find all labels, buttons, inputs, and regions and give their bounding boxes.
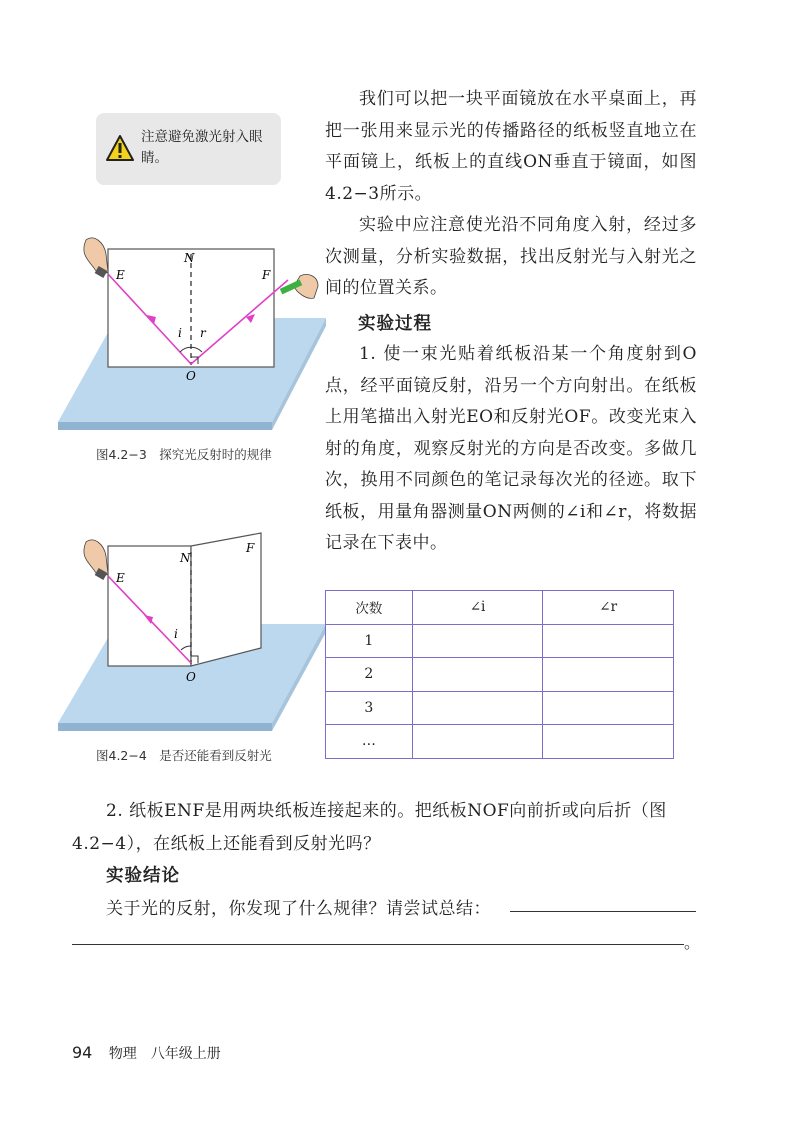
table-header-angle-r: ∠r (543, 591, 674, 625)
paragraph-setup: 我们可以把一块平面镜放在水平桌面上，再把一张用来显示光的传播路径的纸板竖直地立在平面镜上，纸板上的直线ON垂直于镜面，如图4.2−3所示。 (325, 89, 697, 204)
answer-end-mark: 。 (684, 933, 701, 952)
table-cell (543, 691, 674, 725)
figure-folded-board (56, 528, 326, 738)
svg-text:O: O (186, 670, 196, 684)
left-hand-2 (84, 540, 108, 576)
table-row (326, 691, 674, 725)
table-cell (412, 624, 543, 658)
table-cell: … (326, 725, 413, 759)
svg-text:O: O (186, 369, 196, 383)
svg-text:N: N (180, 551, 191, 565)
paragraph-step-1: 1. 使一束光贴着纸板沿某一个角度射到O点，经平面镜反射，沿另一个方向射出。在纸板上用笔描出入射光EO和反射光OF。改变光束入射的角度，观察反射光的方向是否改变。多做几次，换用不同颜色的笔记录每次光的径迹。取下纸板，用量角器测量ON两侧的∠i和∠r，将数据记录在下表中。 (325, 344, 697, 553)
paragraph-step-2: 2. 纸板ENF是用两块纸板连接起来的。把纸板NOF向前折或向后折（图4.2−4），在纸板上还能看到反射光吗？ (72, 801, 667, 854)
warning-icon (106, 135, 134, 161)
figure-caption-2: 图4.2−4 是否还能看到反射光 (96, 748, 272, 763)
table-header-angle-i: ∠i (412, 591, 543, 625)
svg-text:i: i (178, 326, 182, 340)
svg-text:i: i (174, 627, 178, 641)
svg-text:r: r (200, 326, 206, 340)
table-cell: 1 (326, 624, 413, 658)
warning-box (96, 113, 281, 185)
table-header-row (326, 591, 674, 625)
mirror-edge (58, 422, 272, 430)
table-cell: 3 (326, 691, 413, 725)
figure-reflection-setup (56, 232, 326, 437)
table-header-count: 次数 (326, 591, 413, 625)
svg-text:F: F (262, 268, 271, 282)
board-enf-left (108, 546, 191, 666)
table-cell (543, 725, 674, 759)
svg-text:N: N (184, 251, 195, 265)
svg-text:E: E (116, 571, 125, 585)
table-row (326, 624, 674, 658)
table-row (326, 658, 674, 692)
table-cell (543, 658, 674, 692)
page-footer (72, 1043, 221, 1063)
paragraph-attention: 实验中应注意使光沿不同角度入射，经过多次测量，分析实验数据，找出反射光与入射光之间的位置关系。 (325, 215, 697, 298)
page-number: 94 (72, 1043, 93, 1062)
table-row (326, 725, 674, 759)
table-cell (412, 725, 543, 759)
heading-process: 实验过程 (358, 314, 432, 334)
figure-caption-1: 图4.2−3 探究光反射时的规律 (96, 447, 272, 462)
paragraph-conclusion-prompt: 关于光的反射，你发现了什么规律？请尝试总结： (106, 899, 491, 919)
warning-text: 注意避免激光射入眼睛。 (141, 129, 263, 166)
answer-line-1[interactable] (510, 911, 696, 912)
svg-text:F: F (246, 541, 255, 555)
table-cell (543, 624, 674, 658)
data-table (325, 590, 674, 759)
table-cell (412, 691, 543, 725)
answer-line-2[interactable] (72, 944, 684, 945)
svg-text:E: E (116, 268, 125, 282)
left-hand (84, 238, 108, 274)
table-cell: 2 (326, 658, 413, 692)
book-title: 物理 八年级上册 (108, 1046, 221, 1062)
heading-conclusion: 实验结论 (106, 866, 180, 886)
table-cell (412, 658, 543, 692)
